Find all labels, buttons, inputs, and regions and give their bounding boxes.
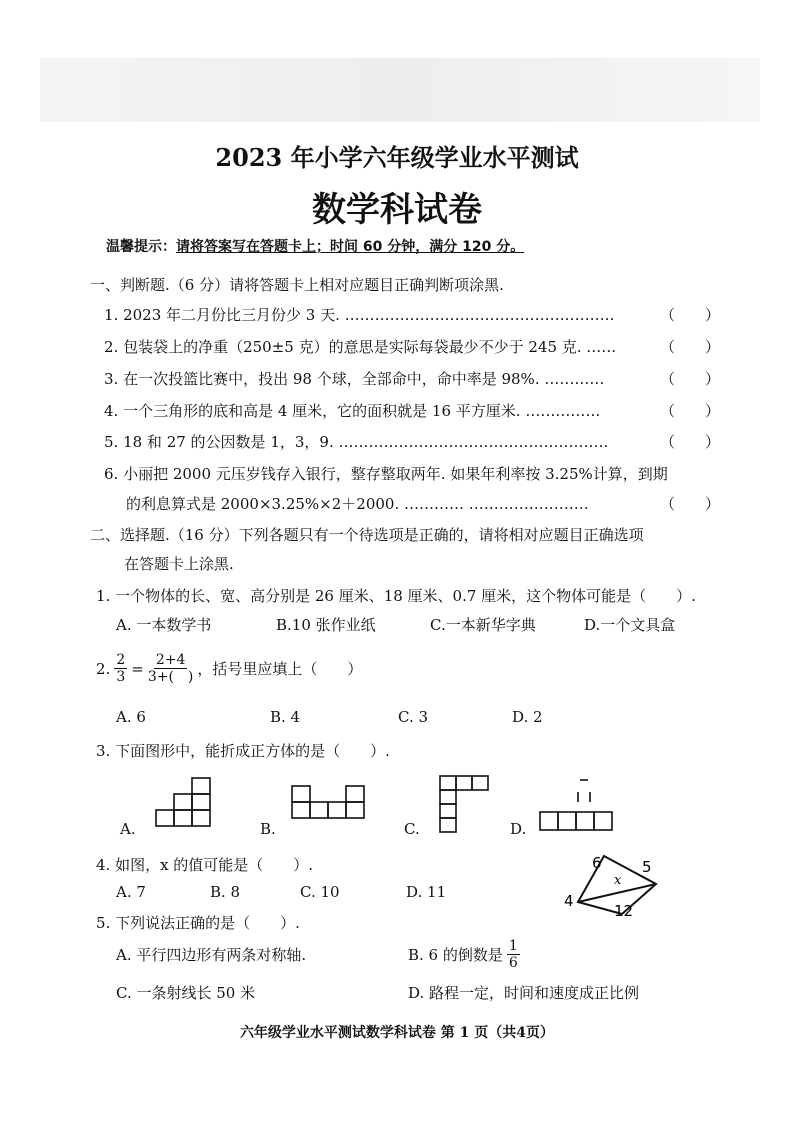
q2-option-a: A. 6 [116, 708, 146, 726]
q5-option-a: A. 平行四边形有两条对称轴. [116, 946, 307, 964]
fig-label-12: 12 [614, 902, 634, 920]
q4-option-a: A. 7 [116, 883, 146, 901]
q4-stem: 4. 如图，x 的值可能是（ ）. [96, 856, 314, 874]
q5-option-d: D. 路程一定，时间和速度成正比例 [408, 984, 640, 1002]
q1-option-b: B.10 张作业纸 [276, 616, 376, 634]
section2-heading-line1: 二、选择题.（16 分）下列各题只有一个待选项是正确的，请将相对应题目正确选项 [90, 526, 644, 544]
section1-heading: 一、判断题.（6 分）请将答题卡上相对应题目正确判断项涂黑. [90, 276, 504, 294]
q1-option-d: D.一个文具盒 [584, 616, 676, 634]
q2-option-b: B. 4 [270, 708, 301, 726]
q5-b-numerator: 1 [508, 938, 518, 954]
q2-tail: ，括号里应填上（ ） [197, 660, 363, 678]
q2-option-d: D. 2 [512, 708, 543, 726]
q3-label-d: D. [510, 820, 527, 838]
q3-label-b: B. [260, 820, 276, 838]
fig-label-4: 4 [564, 892, 574, 910]
q4-option-d: D. 11 [406, 883, 447, 901]
fig-label-x: x [614, 873, 622, 888]
cube-net-a [156, 774, 216, 834]
judge-item-1: 1. 2023 年二月份比三月份少 3 天. ……………………………………………… [104, 306, 615, 324]
q5-option-b-text: B. 6 的倒数是 [408, 946, 503, 964]
judge-item-3: 3. 在一次投篮比赛中，投出 98 个球，全部命中，命中率是 98%. ………… [104, 370, 605, 388]
q4-option-b: B. 8 [210, 883, 241, 901]
tip-label: 温馨提示： [106, 239, 176, 255]
q4-option-c: C. 10 [300, 883, 340, 901]
q2-right-numerator: 2+4 [155, 652, 186, 668]
q1-stem: 1. 一个物体的长、宽、高分别是 26 厘米、18 厘米、0.7 厘米，这个物体可能是（ ）. [96, 587, 696, 605]
q5-stem: 5. 下列说法正确的是（ ）. [96, 914, 300, 932]
tip-line [106, 236, 524, 256]
q2-stem [96, 652, 362, 685]
judge-answer-2: （ ） [660, 338, 721, 356]
q3-label-a: A. [120, 820, 136, 838]
q3-stem: 3. 下面图形中，能折成正方体的是（ ）. [96, 742, 390, 760]
exam-title: 2023 年小学六年级学业水平测试 [215, 143, 579, 172]
judge-item-4: 4. 一个三角形的底和高是 4 厘米，它的面积就是 16 平方厘米. …………… [104, 402, 601, 420]
judge-answer-5: （ ） [660, 433, 721, 451]
q2-left-numerator: 2 [116, 652, 126, 668]
page-footer: 六年级学业水平测试数学科试卷 第 1 页（共4页） [239, 1025, 555, 1041]
q5-option-b-fraction [507, 938, 520, 971]
judge-item-6-line2: 的利息算式是 2000×3.25%×2＋2000. ………… …………………… [126, 495, 589, 513]
q2-equals: = [131, 659, 144, 678]
judge-answer-3: （ ） [660, 370, 721, 388]
cube-net-d [540, 778, 630, 838]
q5-option-c: C. 一条射线长 50 米 [116, 984, 256, 1002]
q2-right-denominator: 3+( ) [147, 669, 194, 685]
q2-option-c: C. 3 [398, 708, 429, 726]
q3-label-c: C. [404, 820, 420, 838]
section2-heading-line2: 在答题卡上涂黑. [124, 555, 234, 573]
cube-net-c [440, 776, 500, 836]
judge-answer-1: （ ） [660, 306, 721, 324]
judge-answer-4: （ ） [660, 402, 721, 420]
judge-item-5: 5. 18 和 27 的公因数是 1，3，9. ……………………………………………… [104, 433, 609, 451]
quadrilateral-figure [560, 852, 670, 922]
q5-option-b [408, 938, 520, 971]
judge-answer-6: （ ） [660, 495, 721, 513]
faded-watermark-band [40, 58, 760, 122]
q1-option-c: C.一本新华字典 [430, 616, 536, 634]
tip-text: 请将答案写在答题卡上；时间 60 分钟，满分 120 分。 [176, 239, 525, 255]
fig-label-6: 6 [592, 854, 602, 872]
q1-option-a: A. 一本数学书 [116, 616, 212, 634]
judge-item-2: 2. 包装袋上的净重（250±5 克）的意思是实际每袋最少不少于 245 克. …… [104, 338, 617, 356]
fig-label-5: 5 [642, 858, 652, 876]
cube-net-b [292, 784, 372, 834]
q2-fraction-left [114, 652, 127, 685]
judge-item-6-line1: 6. 小丽把 2000 元压岁钱存入银行，整存整取两年. 如果年利率按 3.25%计算，到期 [104, 465, 668, 483]
q5-b-denominator: 6 [508, 955, 518, 971]
q2-fraction-right [148, 652, 194, 685]
q2-number: 2. [96, 659, 111, 678]
q2-left-denominator: 3 [116, 669, 126, 685]
subject-title: 数学科试卷 [312, 190, 482, 230]
